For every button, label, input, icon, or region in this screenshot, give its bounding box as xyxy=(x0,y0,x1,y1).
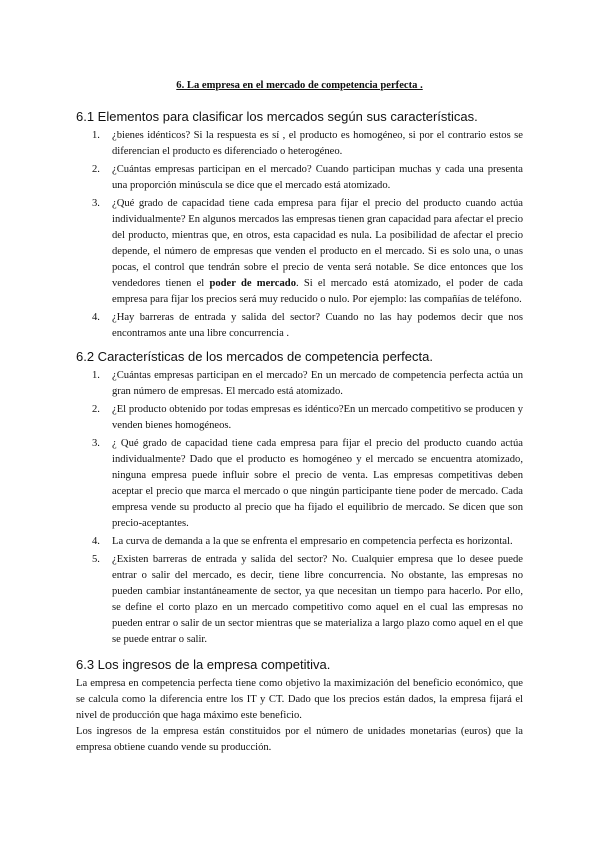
list-item-number: 4. xyxy=(92,536,100,547)
list-item-number: 5. xyxy=(92,554,100,565)
list-item xyxy=(76,368,523,400)
section-heading-6-2: 6.2 Características de los mercados de competencia perfecta. xyxy=(76,349,433,364)
list-item-number: 2. xyxy=(92,404,100,415)
list-item-number: 2. xyxy=(92,164,100,175)
list-item xyxy=(76,402,523,434)
section-6-1-list xyxy=(76,128,523,342)
section-ingresos xyxy=(76,656,523,756)
list-item-text: ¿Cuántas empresas participan en el mercado? En un mercado de competencia perfecta actúa un gran número de empresas. El mercado está atomizado. xyxy=(112,370,523,397)
list-item xyxy=(76,534,523,550)
list-item-number: 3. xyxy=(92,198,100,209)
section-elementos xyxy=(76,108,523,342)
list-item-number: 3. xyxy=(92,438,100,449)
list-item xyxy=(76,128,523,160)
section-6-2-list xyxy=(76,368,523,648)
list-item xyxy=(76,310,523,342)
list-item xyxy=(76,436,523,532)
section-caracteristicas xyxy=(76,348,523,648)
list-item xyxy=(76,196,523,308)
section-heading-6-1: 6.1 Elementos para clasificar los mercados según sus características. xyxy=(76,109,478,124)
document-title: 6. La empresa en el mercado de competencia perfecta . xyxy=(176,80,423,91)
paragraph: Los ingresos de la empresa están constituidos por el número de unidades monetarias (euros) que la empresa obtiene cuando vende su producción. xyxy=(76,726,523,753)
list-item-text: ¿ Qué grado de capacidad tiene cada empresa para fijar el precio del producto cuando actúa individualmente? Dado que el producto es homogéneo y el mercado se encuentra atomizado, ninguna empresa puede influir sobre el precio de venta. Las empresas competitivas deben aceptar el precio que marca el mercado o que ningún participante tiene poder de mercado. Cada empresa vende su producto al precio que ha fijado el equilibrio de mercado. Se dicen que son precio-aceptantes. xyxy=(112,438,523,529)
list-item-text: ¿Qué grado de capacidad tiene cada empresa para fijar el precio del producto cuando actúa individualmente? En algunos mercados las empresas tienen gran capacidad para afectar el precio del producto, mientras que, en otros, esta capacidad es nula. La posibilidad de afectar el precio depende, el número de empresas que venden el producto en el mercado. Si es solo una, o unas pocas, el control que tendrán sobre el precio de venta será notable. Se dice entonces que los vendedores tienen el xyxy=(112,198,523,289)
list-item-text: ¿Existen barreras de entrada y salida del sector? No. Cualquier empresa que lo desee puede entrar o salir del mercado, es decir, tiene libre concurrencia. No obstante, las empresas no pueden cambiar instantáneamente de sector, ya que necesitan un tiempo para hacerlo. Por ello, se define el corto plazo en un mercado competitivo como aquel en el cual las empresas no pueden entrar o salir de un sector mientras que se materializa a largo plazo como aquel en el que se puede entrar o salir. xyxy=(112,554,523,645)
list-item-text: La curva de demanda a la que se enfrenta el empresario en competencia perfecta es horizontal. xyxy=(112,536,513,547)
paragraph: La empresa en competencia perfecta tiene como objetivo la maximización del beneficio económico, que se calcula como la diferencia entre los IT y CT. Dado que los precios están dados, la empresa fijará el nivel de producción que haga máximo este beneficio. xyxy=(76,678,523,721)
list-item-number: 4. xyxy=(92,312,100,323)
list-item-text: ¿Cuántas empresas participan en el mercado? Cuando participan muchas y cada una presenta una proporción minúscula se dice que el mercado está atomizado. xyxy=(112,164,523,191)
list-item-text: ¿bienes idénticos? Si la respuesta es sí , el producto es homogéneo, si por el contrario estos se diferencian el producto es diferenciado o heterogéneo. xyxy=(112,130,523,157)
list-item-number: 1. xyxy=(92,370,100,381)
list-item xyxy=(76,552,523,648)
list-item-text: ¿Hay barreras de entrada y salida del sector? Cuando no las hay podemos decir que nos encontramos ante una libre concurrencia . xyxy=(112,312,523,339)
section-heading-6-3: 6.3 Los ingresos de la empresa competitiva. xyxy=(76,657,331,672)
list-item-text: ¿El producto obtenido por todas empresas es idéntico?En un mercado competitivo se producen y venden bienes homogéneos. xyxy=(112,404,523,431)
list-item xyxy=(76,162,523,194)
bold-term-poder-de-mercado: poder de mercado xyxy=(209,278,296,289)
list-item-text-continued: . Si el mercado está atomizado, el poder de cada empresa para fijar los precios será muy reducido o nulo. Por ejemplo: las compañías de teléfono. xyxy=(112,278,523,305)
list-item-number: 1. xyxy=(92,130,100,141)
